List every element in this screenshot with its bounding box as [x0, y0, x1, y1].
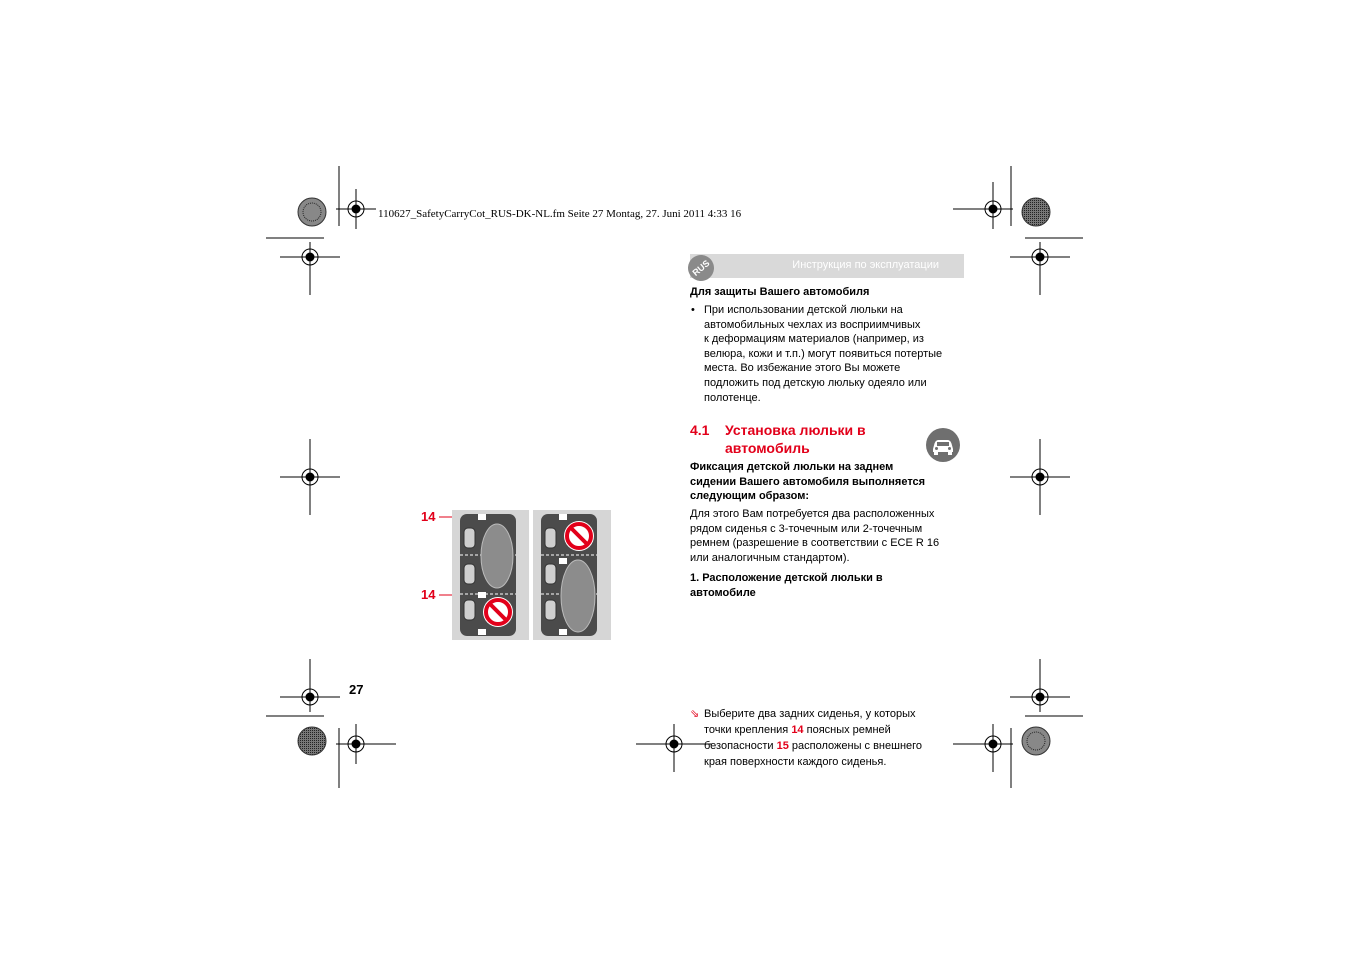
fix-body-text — [690, 507, 964, 565]
step1-heading — [690, 571, 964, 600]
step1-line: безопасности 15 расположены с внешнего — [704, 740, 923, 753]
protect-line: автомобильных чехлах из восприимчивых — [704, 318, 921, 331]
step1-line: точки крепления 14 поясных ремней — [704, 724, 891, 737]
car-icon — [926, 428, 960, 462]
file-info-line: 110627_SafetyCarryCot_RUS-DK-NL.fm Seite 27 Montag, 27. Juni 2011 4:33 16 — [378, 208, 742, 220]
fix-body-line: Для этого Вам потребуется два расположенных — [690, 508, 935, 520]
fix-body-line: ремнем (разрешение в соответствии с ECE R 16 — [690, 537, 940, 550]
step1-heading-line: 1. Расположение детской люльки в — [690, 572, 883, 584]
reference-14: 14 — [791, 724, 804, 737]
header-title: Инструкция по эксплуатации — [792, 259, 939, 271]
fix-bold-text — [690, 460, 964, 504]
section-title-line: автомобиль — [725, 440, 810, 456]
seat-panel-right — [533, 510, 611, 640]
fix-bold-line: следующим образом: — [690, 490, 809, 503]
protect-line: к деформациям материалов (например, из — [704, 333, 924, 346]
protect-bullet — [690, 303, 978, 405]
fix-body-line: или аналогичным стандартом). — [690, 551, 850, 564]
prohibited-icon — [564, 521, 594, 551]
protect-line: велюра, кожи и т.п.) могут появиться потертые — [704, 347, 943, 360]
callout-14-bottom: 14 — [421, 587, 436, 602]
callout-14-top: 14 — [421, 509, 436, 524]
section-header-bar — [690, 254, 964, 278]
step1-heading-line: автомобиле — [690, 586, 756, 599]
language-badge: RUS — [683, 250, 720, 287]
step1-line: Выберите два задних сиденья, у которых — [704, 708, 916, 721]
protect-line: полотенце. — [704, 391, 761, 404]
seat-panel-left — [452, 510, 529, 640]
step1-instruction — [690, 706, 978, 770]
reference-15: 15 — [776, 740, 789, 753]
car-seat-diagram — [438, 508, 613, 642]
protect-line: подложить под детскую люльку одеяло или — [704, 376, 927, 389]
arrow-icon: ⇘ — [690, 708, 700, 721]
protect-heading: Для защиты Вашего автомобиля — [690, 286, 870, 298]
section-number: 4.1 — [690, 422, 710, 438]
fix-body-line: рядом сиденья с 3-точечным или 2-точечным — [690, 522, 923, 535]
fix-bold-line: Фиксация детской люльки на заднем — [690, 461, 894, 473]
fix-bold-line: сидении Вашего автомобиля выполняется — [690, 475, 926, 488]
prohibited-icon — [483, 597, 513, 627]
protect-line: места. Во избежание этого Вы можете — [704, 362, 901, 375]
page-number: 27 — [349, 682, 364, 697]
protect-line: • При использовании детской люльки на — [704, 304, 903, 316]
section-title-line: Установка люльки в — [725, 422, 866, 438]
section-heading — [690, 421, 910, 457]
step1-line: края поверхности каждого сиденья. — [704, 756, 887, 769]
